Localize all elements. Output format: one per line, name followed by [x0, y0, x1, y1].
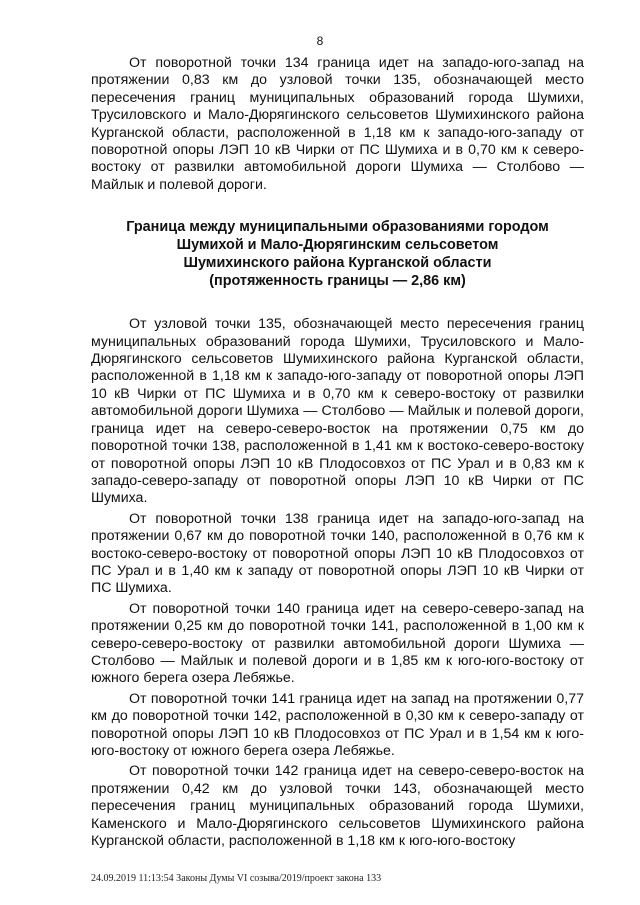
section-paragraph-5: От поворотной точки 142 граница идет на северо-северо-восток на протяжении 0,42 км до узловой точки 143, обозначающей место пересечения границ муниципальных образований города Шумихи, Каменского и Мало-Дюрягинского сельсоветов Шумихинского района Курганской области, расположенной в 1,18 км к юго-юго-востоку	[91, 763, 584, 850]
section-title-line-4: (протяженность границы — 2,86 км)	[209, 273, 466, 290]
section-paragraph-3: От поворотной точки 140 граница идет на северо-северо-запад на протяжении 0,25 км до поворотной точки 141, расположенной в 1,00 км к северо-северо-востоку от развилки автомобильной дороги Шумиха — Столбово — Майлык и полевой дороги и в 1,85 км к юго-юго-востоку от южного берега озера Лебяжье.	[91, 600, 584, 687]
section-paragraph-1: От узловой точки 135, обозначающей место пересечения границ муниципальных образований города Шумихи, Трусиловского и Мало-Дюрягинского сельсоветов Шумихинского района Курганской области, расположенной в 1,18 км к западо-юго-западу от поворотной опоры ЛЭП 10 кВ Чирки от ПС Шумиха и в 0,70 км к северо-востоку от развилки автомобильной дороги Шумиха — Столбово — Майлык и полевой дороги, граница идет на северо-северо-восток на протяжении 0,75 км до поворотной точки 138, расположенной в 1,41 км к востоко-северо-востоку от поворотной опоры ЛЭП 10 кВ Плодосовхоз от ПС Урал и в 0,83 км к западо-северо-западу от поворотной опоры ЛЭП 10 кВ Чирки от ПС Шумиха.	[91, 316, 584, 507]
document-footer: 24.09.2019 11:13:54 Законы Думы VI созыва/2019/проект закона 133	[91, 873, 382, 884]
intro-paragraph: От поворотной точки 134 граница идет на западо-юго-запад на протяжении 0,83 км до узловой точки 135, обозначающей место пересечения границ муниципальных образований города Шумихи, Трусиловского и Мало-Дюрягинского сельсоветов Шумихинского района Курганской области, расположенной в 1,18 км к западо-юго-западу от поворотной опоры ЛЭП 10 кВ Чирки от ПС Шумиха и в 0,70 км к северо-востоку от развилки автомобильной дороги Шумиха — Столбово — Майлык и полевой дороги.	[91, 55, 584, 193]
section-title-line-1: Граница между муниципальными образованиями городом	[126, 219, 549, 236]
section-title	[91, 218, 584, 290]
section-title-line-3: Шумихинского района Курганской области	[183, 255, 492, 272]
page-number: 8	[316, 34, 324, 48]
section-paragraph-2: От поворотной точки 138 граница идет на западо-юго-запад на протяжении 0,67 км до поворотной точки 140, расположенной в 0,76 км к востоко-северо-востоку от поворотной опоры ЛЭП 10 кВ Плодосовхоз от ПС Урал и в 1,40 км к западу от поворотной опоры ЛЭП 10 кВ Чирки от ПС Шумиха.	[91, 510, 584, 597]
section-title-line-2: Шумихой и Мало-Дюрягинским сельсоветом	[176, 237, 499, 254]
section-paragraph-4: От поворотной точки 141 граница идет на запад на протяжении 0,77 км до поворотной точки 142, расположенной в 0,30 км к северо-западу от поворотной опоры ЛЭП 10 кВ Плодосовхоз от ПС Урал и в 1,54 км к юго-юго-востоку от южного берега озера Лебяжье.	[91, 690, 584, 759]
document-body	[91, 55, 584, 850]
